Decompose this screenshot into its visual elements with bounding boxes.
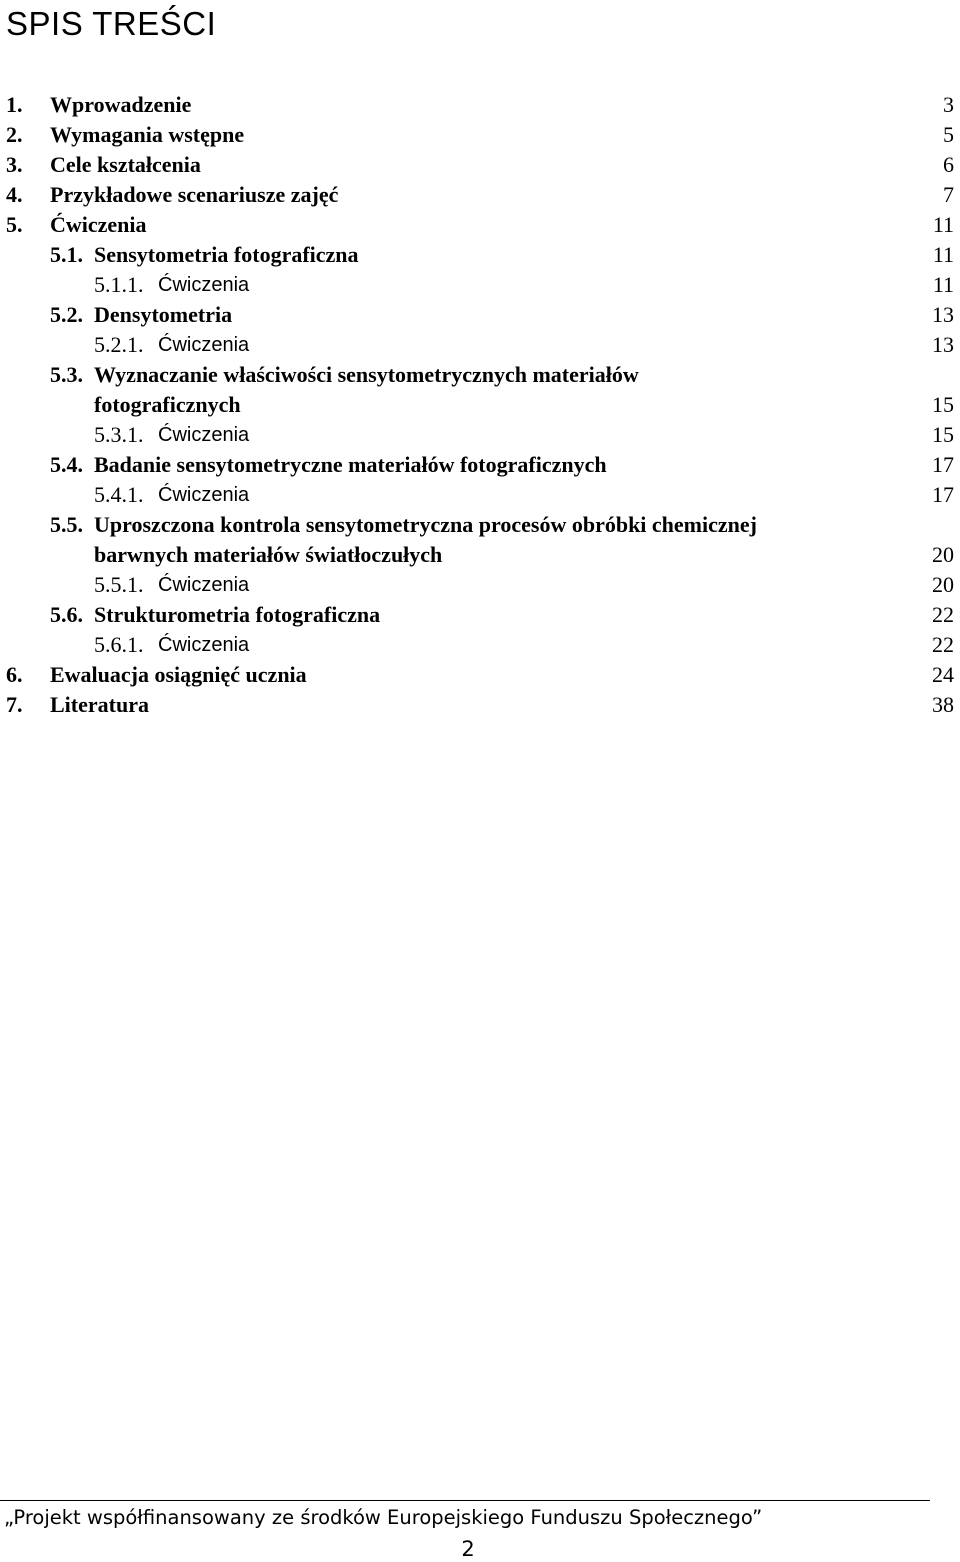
toc-entry-title: Strukturometria fotograficzna: [94, 602, 381, 627]
toc-entry-5-6[interactable]: [0, 600, 960, 630]
toc-entry-title: Wymagania wstępne: [50, 122, 245, 147]
toc-entry-title: Uproszczona kontrola sensytometryczna procesów obróbki chemicznej: [94, 512, 757, 537]
toc-entry-5-3[interactable]: [0, 360, 960, 390]
page-number: 2: [461, 1537, 475, 1561]
footer-funding-note: „Projekt współfinansowany ze środków Europejskiego Funduszu Społecznego”: [4, 1506, 763, 1529]
toc-entry-number: 5.2.: [50, 302, 83, 327]
toc-entry-number: 3.: [6, 152, 23, 177]
toc-entry-number: 5.3.: [50, 362, 83, 387]
toc-entry-page: 17: [932, 452, 954, 477]
toc-entry-5-6-1[interactable]: [0, 630, 960, 660]
toc-entry-page: 22: [932, 602, 954, 627]
toc-entry-5-3-1[interactable]: [0, 420, 960, 450]
toc-entry-page: 7: [943, 182, 954, 207]
toc-entry-number: 5.4.1.: [94, 482, 144, 507]
toc-entry-title: Sensytometria fotograficzna: [94, 242, 359, 267]
toc-entry-page: 24: [932, 662, 954, 687]
toc-entry-title-continuation: fotograficznych: [94, 392, 241, 417]
toc-entry-number: 5.4.: [50, 452, 83, 477]
toc-entry-title: Wprowadzenie: [50, 92, 192, 117]
toc-entry-title: Przykładowe scenariusze zajęć: [50, 182, 339, 207]
toc-entry-number: 6.: [6, 662, 23, 687]
toc-entry-number: 5.1.1.: [94, 272, 144, 297]
toc-entry-title: Ćwiczenia: [50, 212, 147, 237]
toc-entry-5-4[interactable]: [0, 450, 960, 480]
toc-entry-5-5-1[interactable]: [0, 570, 960, 600]
toc-entry-number: 5.6.1.: [94, 632, 144, 657]
toc-entry-5-1[interactable]: [0, 240, 960, 270]
toc-entry-5-1-1[interactable]: [0, 270, 960, 300]
toc-entry-page: 20: [932, 572, 954, 597]
toc-entry-title: Densytometria: [94, 302, 233, 327]
toc-entry-number: 2.: [6, 122, 23, 147]
toc-entry-page: 15: [932, 392, 954, 417]
toc-entry-title: Literatura: [50, 692, 149, 717]
toc-entry-5-4-1[interactable]: [0, 480, 960, 510]
toc-entry-page: 17: [932, 482, 954, 507]
toc-entry-6[interactable]: [0, 660, 960, 690]
toc-entry-number: 1.: [6, 92, 23, 117]
toc-entry-number: 5.5.1.: [94, 572, 144, 597]
toc-entry-5-5-continuation[interactable]: [0, 540, 960, 570]
toc-entry-title: Ewaluacja osiągnięć ucznia: [50, 662, 307, 687]
toc-entry-number: 5.2.1.: [94, 332, 144, 357]
toc-entry-title: Ćwiczenia: [158, 484, 250, 506]
toc-entry-5-3-continuation[interactable]: [0, 390, 960, 420]
toc-entry-7[interactable]: [0, 690, 960, 720]
toc-entry-title: Wyznaczanie właściwości sensytometrycznych materiałów: [94, 362, 639, 387]
toc-entry-page: 11: [932, 272, 954, 297]
toc-entry-title: Badanie sensytometryczne materiałów fotograficznych: [94, 452, 607, 477]
toc-entry-page: 38: [932, 692, 954, 717]
toc-entry-4[interactable]: [0, 180, 960, 210]
toc-entry-title: Ćwiczenia: [158, 424, 250, 446]
toc-entry-page: 6: [943, 152, 954, 177]
toc-entry-2[interactable]: [0, 120, 960, 150]
toc-entry-5-5[interactable]: [0, 510, 960, 540]
toc-entry-page: 11: [932, 242, 954, 267]
page-title: SPIS TREŚCI: [6, 5, 217, 42]
toc-entry-number: 5.3.1.: [94, 422, 144, 447]
toc-entry-number: 5.6.: [50, 602, 83, 627]
toc-entry-5-2-1[interactable]: [0, 330, 960, 360]
toc-entry-page: 13: [932, 332, 954, 357]
toc-entry-number: 7.: [6, 692, 23, 717]
toc-entry-number: 5.: [6, 212, 23, 237]
toc-entry-title: Ćwiczenia: [158, 274, 250, 296]
toc-entry-page: 15: [932, 422, 954, 447]
toc-entry-number: 4.: [6, 182, 23, 207]
toc-entry-page: 20: [932, 542, 954, 567]
toc-entry-title-continuation: barwnych materiałów światłoczułych: [94, 542, 443, 567]
toc-entry-title: Cele kształcenia: [50, 152, 201, 177]
toc-entry-page: 22: [932, 632, 954, 657]
toc-entry-title: Ćwiczenia: [158, 634, 250, 656]
toc-entry-page: 13: [932, 302, 954, 327]
toc-entry-page: 3: [943, 92, 954, 117]
toc-entry-number: 5.5.: [50, 512, 83, 537]
toc-entry-3[interactable]: [0, 150, 960, 180]
toc-entry-1[interactable]: [0, 90, 960, 120]
toc-entry-5[interactable]: [0, 210, 960, 240]
toc-entry-page: 5: [943, 122, 954, 147]
toc-entry-title: Ćwiczenia: [158, 334, 250, 356]
toc-entry-page: 11: [932, 212, 954, 237]
toc-entry-title: Ćwiczenia: [158, 574, 250, 596]
toc-entry-number: 5.1.: [50, 242, 83, 267]
footer-divider: [0, 1500, 930, 1501]
toc-entry-5-2[interactable]: [0, 300, 960, 330]
table-of-contents: [0, 90, 960, 720]
